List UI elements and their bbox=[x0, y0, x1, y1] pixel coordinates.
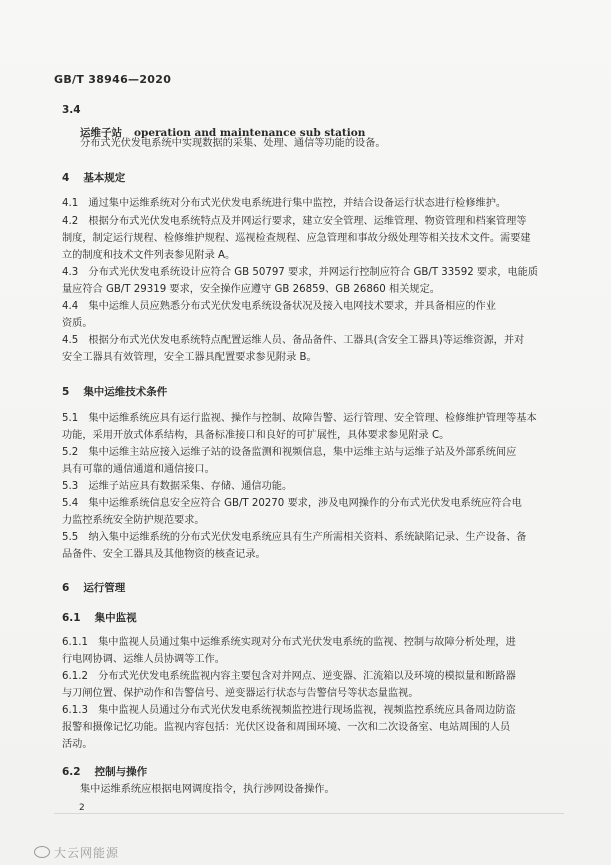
clause-4-1: 4.1 通过集中运维系统对分布式光伏发电系统进行集中监控，并结合设备运行状态进行检修维护。 bbox=[62, 198, 507, 209]
standard-number: GB/T 38946—2020 bbox=[54, 73, 172, 86]
clause-4-5-line-2: 安全工器具有效管理，安全工器具配置要求参见附录 B。 bbox=[62, 352, 317, 363]
section-5-heading bbox=[62, 384, 167, 399]
section-6-heading bbox=[62, 580, 125, 595]
clause-5-2-line-2: 具有可靠的通信通道和通信接口。 bbox=[62, 464, 215, 475]
section-5-title: 集中运维技术条件 bbox=[83, 386, 168, 398]
watermark-logo-icon bbox=[34, 846, 50, 858]
clause-5-3: 5.3 运维子站应具有数据采集、存储、通信功能。 bbox=[62, 481, 293, 492]
clause-5-2-line-1: 5.2 集中运维主站应接入运维子站的设备监测和视频信息，集中运维主站与运维子站及外部系统间应 bbox=[62, 447, 517, 458]
clause-4-5-line-1: 4.5 根据分布式光伏发电系统特点配置运维人员、备品备件、工器具(含安全工器具)等运维资源，并对 bbox=[62, 335, 525, 346]
clause-6-1-2-line-1: 6.1.2 分布式光伏发电系统监视内容主要包含对并网点、逆变器、汇流箱以及环境的模拟量和断路器 bbox=[62, 671, 516, 682]
clause-3-4-number: 3.4 bbox=[62, 104, 81, 116]
clause-4-3-line-1: 4.3 分布式光伏发电系统设计应符合 GB 50797 要求，并网运行控制应符合 GB/T 33592 要求，电能质 bbox=[62, 267, 539, 278]
clause-5-4-line-2: 力监控系统安全防护规范要求。 bbox=[62, 515, 205, 526]
clause-5-4-line-1: 5.4 集中运维系统信息安全应符合 GB/T 20270 要求，涉及电网操作的分布式光伏发电系统应符合电 bbox=[62, 498, 522, 509]
subsection-6-2-heading bbox=[62, 764, 147, 779]
section-4-heading bbox=[62, 170, 125, 185]
term-definition: 分布式光伏发电系统中实现数据的采集、处理、通信等功能的设备。 bbox=[80, 138, 386, 149]
clause-4-2-line-1: 4.2 根据分布式光伏发电系统特点及并网运行要求，建立安全管理、运维管理、物资管理和档案管理等 bbox=[62, 216, 527, 227]
clause-4-2-line-2: 制度，制定运行规程、检修维护规程、巡视检查规程、应急管理和事故分级处理等相关技术文件。需要建 bbox=[62, 233, 531, 244]
clause-4-4-line-2: 资质。 bbox=[62, 318, 93, 329]
subsection-6-1-title: 集中监视 bbox=[94, 612, 137, 624]
subsection-6-1-number: 6.1 bbox=[62, 612, 81, 624]
clause-6-1-3-line-2: 报警和摄像记忆功能。监视内容包括：光伏区设备和周围环境、一次和二次设备室、电站周围的人员 bbox=[62, 722, 511, 733]
term-chinese: 运维子站 bbox=[80, 127, 122, 139]
clause-5-1-line-2: 功能，采用开放式体系结构，具备标准接口和良好的可扩展性，具体要求参见附录 C。 bbox=[62, 430, 450, 441]
subsection-6-1-heading bbox=[62, 610, 137, 625]
watermark-text: 大云网能源 bbox=[54, 846, 120, 860]
page-number: 2 bbox=[79, 803, 85, 813]
section-6-number: 6 bbox=[62, 582, 70, 594]
clause-6-1-1-line-1: 6.1.1 集中监视人员通过集中运维系统实现对分布式光伏发电系统的监视、控制与故障分析处理，进 bbox=[62, 637, 516, 648]
clause-6-2-text: 集中运维系统应根据电网调度指令，执行涉网设备操作。 bbox=[80, 784, 335, 795]
clause-5-1-line-1: 5.1 集中运维系统应具有运行监视、操作与控制、故障告警、运行管理、安全管理、检修维护管理等基本 bbox=[62, 413, 537, 424]
clause-6-1-1-line-2: 行电网协调、运维人员协调等工作。 bbox=[62, 654, 225, 665]
section-5-number: 5 bbox=[62, 386, 70, 398]
clause-4-2-line-3: 立的制度和技术文件列表参见附录 A。 bbox=[62, 250, 236, 261]
clause-4-4-line-1: 4.4 集中运维人员应熟悉分布式光伏发电系统设备状况及接入电网技术要求，并具备相应的作业 bbox=[62, 301, 496, 312]
clause-4-3-line-2: 量应符合 GB/T 29319 要求，安全操作应遵守 GB 26859、GB 26860 相关规定。 bbox=[62, 284, 440, 295]
section-4-title: 基本规定 bbox=[83, 172, 126, 184]
clause-5-5-line-2: 品备件、安全工器具及其他物资的核查记录。 bbox=[62, 549, 266, 560]
clause-6-1-3-line-3: 活动。 bbox=[62, 739, 93, 750]
subsection-6-2-title: 控制与操作 bbox=[94, 766, 148, 778]
section-6-title: 运行管理 bbox=[83, 582, 126, 594]
term-english: operation and maintenance sub station bbox=[134, 127, 366, 139]
watermark bbox=[34, 844, 119, 861]
footer-divider bbox=[54, 813, 564, 814]
section-4-number: 4 bbox=[62, 172, 70, 184]
clause-6-1-3-line-1: 6.1.3 集中监视人员通过分布式光伏发电系统视频监控进行现场监视，视频监控系统应具备周边防盗 bbox=[62, 705, 516, 716]
clause-5-5-line-1: 5.5 纳入集中运维系统的分布式光伏发电系统应具有生产所需相关资料、系统缺陷记录、生产设备、备 bbox=[62, 532, 527, 543]
subsection-6-2-number: 6.2 bbox=[62, 766, 81, 778]
clause-6-1-2-line-2: 与刀闸位置、保护动作和告警信号、逆变器运行状态与告警信号等状态量监视。 bbox=[62, 688, 419, 699]
